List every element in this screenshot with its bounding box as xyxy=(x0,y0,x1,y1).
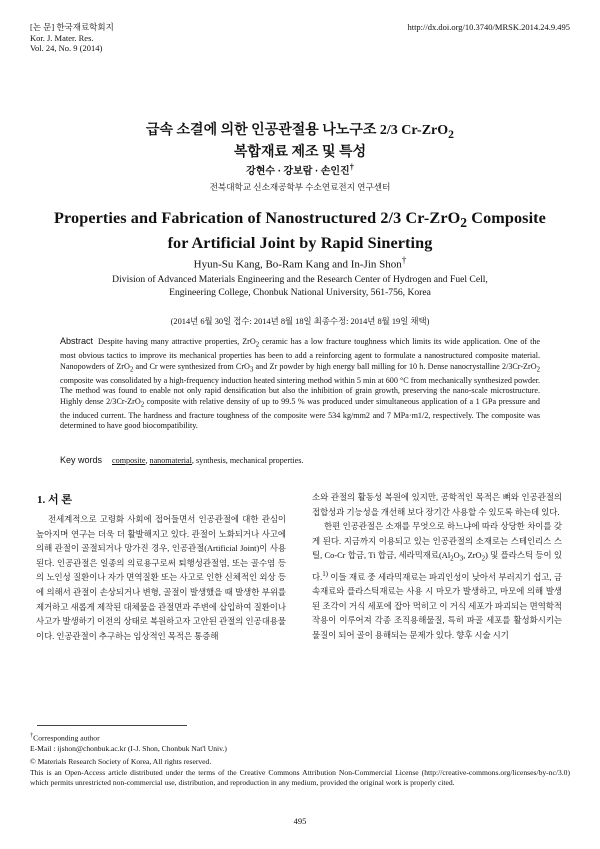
keyword-link[interactable]: nanomaterial xyxy=(149,456,192,465)
abstract-sub: 2 xyxy=(255,341,260,349)
footnotes xyxy=(30,731,570,789)
english-affiliation-line1: Division of Advanced Materials Engineering and the Research Center of Hydrogen and Fuel Cell, xyxy=(112,274,488,285)
footnote-divider xyxy=(37,725,187,726)
korean-title xyxy=(30,122,570,162)
abstract-text: and Cr were synthesized from CrO xyxy=(133,361,250,371)
korean-affiliation: 전북대학교 신소재공학부 수소연료전지 연구센터 xyxy=(209,182,391,192)
english-author-names: Hyun-Su Kang, Bo-Ram Kang and In-Jin Shon xyxy=(193,258,402,271)
body-text: O xyxy=(453,551,460,561)
abstract-text: composite with relative density of up to 99.5 % was produced under simultaneous application of a 1 GPa pressure and the induced current. The hardness and fracture toughness of the composite were 534 kg/mm2 and 7 MPa·m1/2, respectively. The composite was determined to have good biocompatibility. xyxy=(60,396,540,431)
english-title-subscript: 2 xyxy=(460,215,468,231)
body-paragraph: 전세계적으로 고령화 사회에 접어들면서 인공관절에 대한 관심이 높아지며 연구는 더욱 더 활발해지고 있다. 관절이 노화되거나 사고에 의해 관절이 골절되거나 망가진 경우, 인공관절(Artificial Joint)이 사용된다. 인공관절은 일종의 의료용구로써 퇴행성관절염, 또는 골수염 등의 노인성 질환이나 자가 면역질환 또는 사고로 인한 신체적인 외상 등에 의해서 관절이 손상되거나 변형, 골절이 발생했을 때 발생한 부위를 제거하고 새롭게 제작된 대체물을 관절면과 주변에 삽입하여 질환이나 사고가 발생하기 이전의 상태로 복원하고자 고안된 관절의 인공대용물이다. 인공관절이 추구하는 임상적인 목적은 통증해 xyxy=(36,515,286,641)
body-text: , ZrO xyxy=(463,551,482,561)
copyright-notice: © Materials Research Society of Korea, All rights reserved. xyxy=(30,757,212,767)
abstract-text: ceramic has a low fracture toughness which limits its wide application. One of the most obvious tactics to improve its mechanical properties has been to add a reinforcing agent to formulate a nanostructured composite material. Nanopowders of ZrO xyxy=(60,337,540,371)
body-paragraph xyxy=(312,520,562,643)
body-sub: 2 xyxy=(450,555,454,564)
doi-link[interactable]: http://dx.doi.org/10.3740/MRSK.2014.24.9.495 xyxy=(407,22,570,32)
body-paragraph: 소와 관절의 활동성 복원에 있지만, 공학적인 목적은 뼈와 인공관절의 접합성과 기능성을 개선해 보다 장기간 사용할 수 있도록 하는데 있다. xyxy=(312,493,562,517)
body-text: 이들 재료 중 세라믹재료는 파괴인성이 낮아서 부러지기 쉽고, 금속재료와 플라스틱재료는 사용 시 마모가 발생하고, 마모에 의해 발생된 조각이 거식 세포에 잡아 먹히고 이 거식 세포가 파괴되는 면역학적 작용이 이루어져 각종 조직용해물질, 특히 파골 세포를 활성화시키는 물질이 되어 골이 용해되는 문제가 있다. 향후 시술 시기 xyxy=(312,572,562,640)
english-title-line2: for Artificial Joint by Rapid Sinerting xyxy=(167,234,433,253)
english-authors xyxy=(30,255,570,271)
body-sub: 3 xyxy=(459,555,464,564)
abstract-sub: 2 xyxy=(129,366,134,374)
abstract-label: Abstract xyxy=(60,336,94,346)
korean-title-line2: 복합재료 제조 및 특성 xyxy=(233,144,367,160)
korean-authors xyxy=(30,162,570,177)
korean-title-line1: 급속 소결에 의한 인공관절용 나노구조 2/3 Cr-ZrO xyxy=(145,123,449,138)
journal-header xyxy=(30,22,114,54)
english-title-line1: Properties and Fabrication of Nanostructured 2/3 Cr-ZrO xyxy=(54,209,461,227)
footnote-mark: † xyxy=(30,732,34,739)
submission-dates: (2014년 6월 30일 접수: 2014년 8월 18일 최종수정: 2014년 8월 19일 채택) xyxy=(170,317,430,326)
corresponding-author: Corresponding author xyxy=(33,733,100,743)
keyword-link[interactable]: composite xyxy=(112,456,146,465)
abstract xyxy=(60,336,540,432)
english-title xyxy=(30,208,570,253)
english-title-line1-end: Composite xyxy=(467,209,546,227)
journal-name-english: Kor. J. Mater. Res. xyxy=(30,32,94,43)
license-notice: This is an Open-Access article distributed under the terms of the Creative Commons Attribution Non-Commercial License (http://creative-commons.org/licenses/by-nc/3.0) which permits unrestricted non-commercial use, distribution, and reproduction in any medium, provided the original work is properly cited. xyxy=(30,767,570,788)
english-affiliation-line2: Engineering College, Chonbuk National University, 561-756, Korea xyxy=(169,287,431,298)
body-column-left xyxy=(36,513,286,644)
keywords-label: Key words xyxy=(60,455,103,465)
author-email: E-Mail : ijshon@chonbuk.ac.kr (I-J. Shon, Chonbuk Nat'l Univ.) xyxy=(30,743,227,753)
corresponding-mark: † xyxy=(349,162,354,172)
body-sub: 2 xyxy=(481,555,486,564)
abstract-text: composite was consolidated by a high-frequency induction heated sintering method within 5 min at 600 °C from mechanically synthesized powder. The method was found to enable not only rapid densification but also the inhibition of grain growth, preserving the nano-scale microstructure. Highly dense 2/3Cr-ZrO xyxy=(60,375,540,406)
abstract-sub: 2 xyxy=(536,366,540,374)
abstract-sub: 2 xyxy=(140,401,145,409)
abstract-text: Despite having many attractive properties, ZrO xyxy=(98,337,256,346)
abstract-sub: 3 xyxy=(249,366,254,374)
body-text: 한편 인공관절은 소재를 무엇으로 하느냐에 따라 상당한 차이를 갖게 된다. 지금까지 이용되고 있는 인공관절의 소재로는 스테인리스 스틸, Co-Cr 합금, Ti 합금, 세라믹재료(Al xyxy=(312,522,562,561)
body-text: ) 및 플라스틱 등이 있다. xyxy=(312,551,562,582)
abstract-text: and Zr powder by high energy ball milling for 10 h. Dense nanocrystalline 2/3Cr-ZrO xyxy=(253,361,537,371)
korean-title-subscript: 2 xyxy=(448,127,454,141)
keywords-rest: , synthesis, mechanical properties. xyxy=(191,456,304,465)
english-corresponding-mark: † xyxy=(401,255,407,265)
journal-volume: Vol. 24, No. 9 (2014) xyxy=(30,43,103,53)
body-column-right xyxy=(312,491,562,643)
english-affiliation xyxy=(30,273,570,299)
journal-name-korean: [논 문] 한국재료학회지 xyxy=(30,22,114,32)
korean-author-names: 강현수 · 강보람 · 손인진 xyxy=(246,166,350,177)
page-number: 495 xyxy=(293,816,307,826)
section-heading: 1. 서 론 xyxy=(37,494,73,506)
reference-mark[interactable]: 1) xyxy=(322,569,329,578)
keywords: Key words composite, nanomaterial, synthesis, mechanical properties. xyxy=(60,455,304,465)
